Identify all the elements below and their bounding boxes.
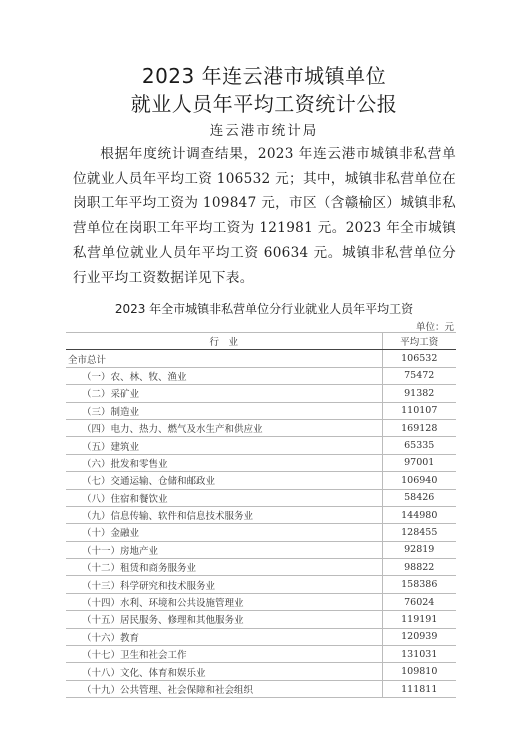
industry-cell: （二）采矿业 (66, 385, 382, 402)
wage-table (66, 332, 456, 698)
table-row (66, 489, 456, 506)
table-row (66, 350, 456, 367)
wage-cell: 58426 (382, 489, 456, 506)
table-header-row (66, 333, 456, 350)
table-row (66, 646, 456, 663)
wage-cell: 92819 (382, 541, 456, 558)
industry-cell: （十九）公共管理、社会保障和社会组织 (66, 680, 382, 697)
table-row (66, 472, 456, 489)
table-row (66, 367, 456, 384)
wage-cell: 131031 (382, 646, 456, 663)
wage-cell: 110107 (382, 402, 456, 419)
wage-cell: 158386 (382, 576, 456, 593)
table-row (66, 680, 456, 697)
industry-cell: （十八）文化、体育和娱乐业 (66, 663, 382, 680)
table-row (66, 663, 456, 680)
wage-cell: 91382 (382, 385, 456, 402)
table-row (66, 541, 456, 558)
wage-cell: 119191 (382, 611, 456, 628)
table-row (66, 628, 456, 645)
wage-cell: 106940 (382, 472, 456, 489)
table-row (66, 611, 456, 628)
table-row (66, 506, 456, 523)
wage-cell: 169128 (382, 419, 456, 436)
table-row (66, 385, 456, 402)
table-row (66, 402, 456, 419)
industry-cell: （十七）卫生和社会工作 (66, 646, 382, 663)
table-row (66, 524, 456, 541)
industry-cell: （十三）科学研究和技术服务业 (66, 576, 382, 593)
industry-cell: （三）制造业 (66, 402, 382, 419)
header-wage: 平均工资 (382, 333, 456, 350)
industry-cell: （六）批发和零售业 (66, 454, 382, 471)
wage-cell: 111811 (382, 680, 456, 697)
table-row (66, 576, 456, 593)
industry-cell: （十四）水利、环境和公共设施管理业 (66, 593, 382, 610)
body-paragraph: 根据年度统计调查结果，2023 年连云港市城镇非私营单位就业人员年平均工资 106532 元；其中，城镇非私营单位在岗职工年平均工资为 109847 元，市区（含赣榆区）城镇非私营单位在岗职工年平均工资为 121981 元。2023 年全市城镇私营单位就业人员年平均工资 60634 元。城镇非私营单位分行业平均工资数据详见下表。 (73, 146, 456, 286)
wage-cell: 109810 (382, 663, 456, 680)
header-industry: 行 业 (66, 333, 382, 350)
wage-cell: 120939 (382, 628, 456, 645)
industry-cell: （十一）房地产业 (66, 541, 382, 558)
table-unit: 单位：元 (415, 322, 454, 333)
industry-cell: （四）电力、热力、燃气及水生产和供应业 (66, 419, 382, 436)
wage-cell: 144980 (382, 506, 456, 523)
wage-cell: 106532 (382, 350, 456, 367)
table-title: 2023 年全市城镇非私营单位分行业就业人员年平均工资 (114, 302, 414, 316)
table-row (66, 454, 456, 471)
wage-cell: 76024 (382, 593, 456, 610)
wage-cell: 75472 (382, 367, 456, 384)
industry-cell: （九）信息传输、软件和信息技术服务业 (66, 506, 382, 523)
author: 连云港市统计局 (209, 123, 319, 139)
industry-cell: （十六）教育 (66, 628, 382, 645)
industry-cell: （八）住宿和餐饮业 (66, 489, 382, 506)
table-body (66, 350, 456, 698)
table-row (66, 593, 456, 610)
title-line-1: 2023 年连云港市城镇单位 (141, 64, 387, 88)
table-row (66, 419, 456, 436)
industry-cell: （五）建筑业 (66, 437, 382, 454)
wage-cell: 128455 (382, 524, 456, 541)
industry-cell: （十五）居民服务、修理和其他服务业 (66, 611, 382, 628)
industry-cell: （十二）租赁和商务服务业 (66, 559, 382, 576)
table-row (66, 437, 456, 454)
table-row (66, 559, 456, 576)
title-line-2: 就业人员年平均工资统计公报 (130, 92, 398, 116)
industry-cell: 全市总计 (66, 350, 382, 367)
industry-cell: （七）交通运输、仓储和邮政业 (66, 472, 382, 489)
industry-cell: （十）金融业 (66, 524, 382, 541)
industry-cell: （一）农、林、牧、渔业 (66, 367, 382, 384)
wage-cell: 97001 (382, 454, 456, 471)
wage-cell: 98822 (382, 559, 456, 576)
wage-cell: 65335 (382, 437, 456, 454)
